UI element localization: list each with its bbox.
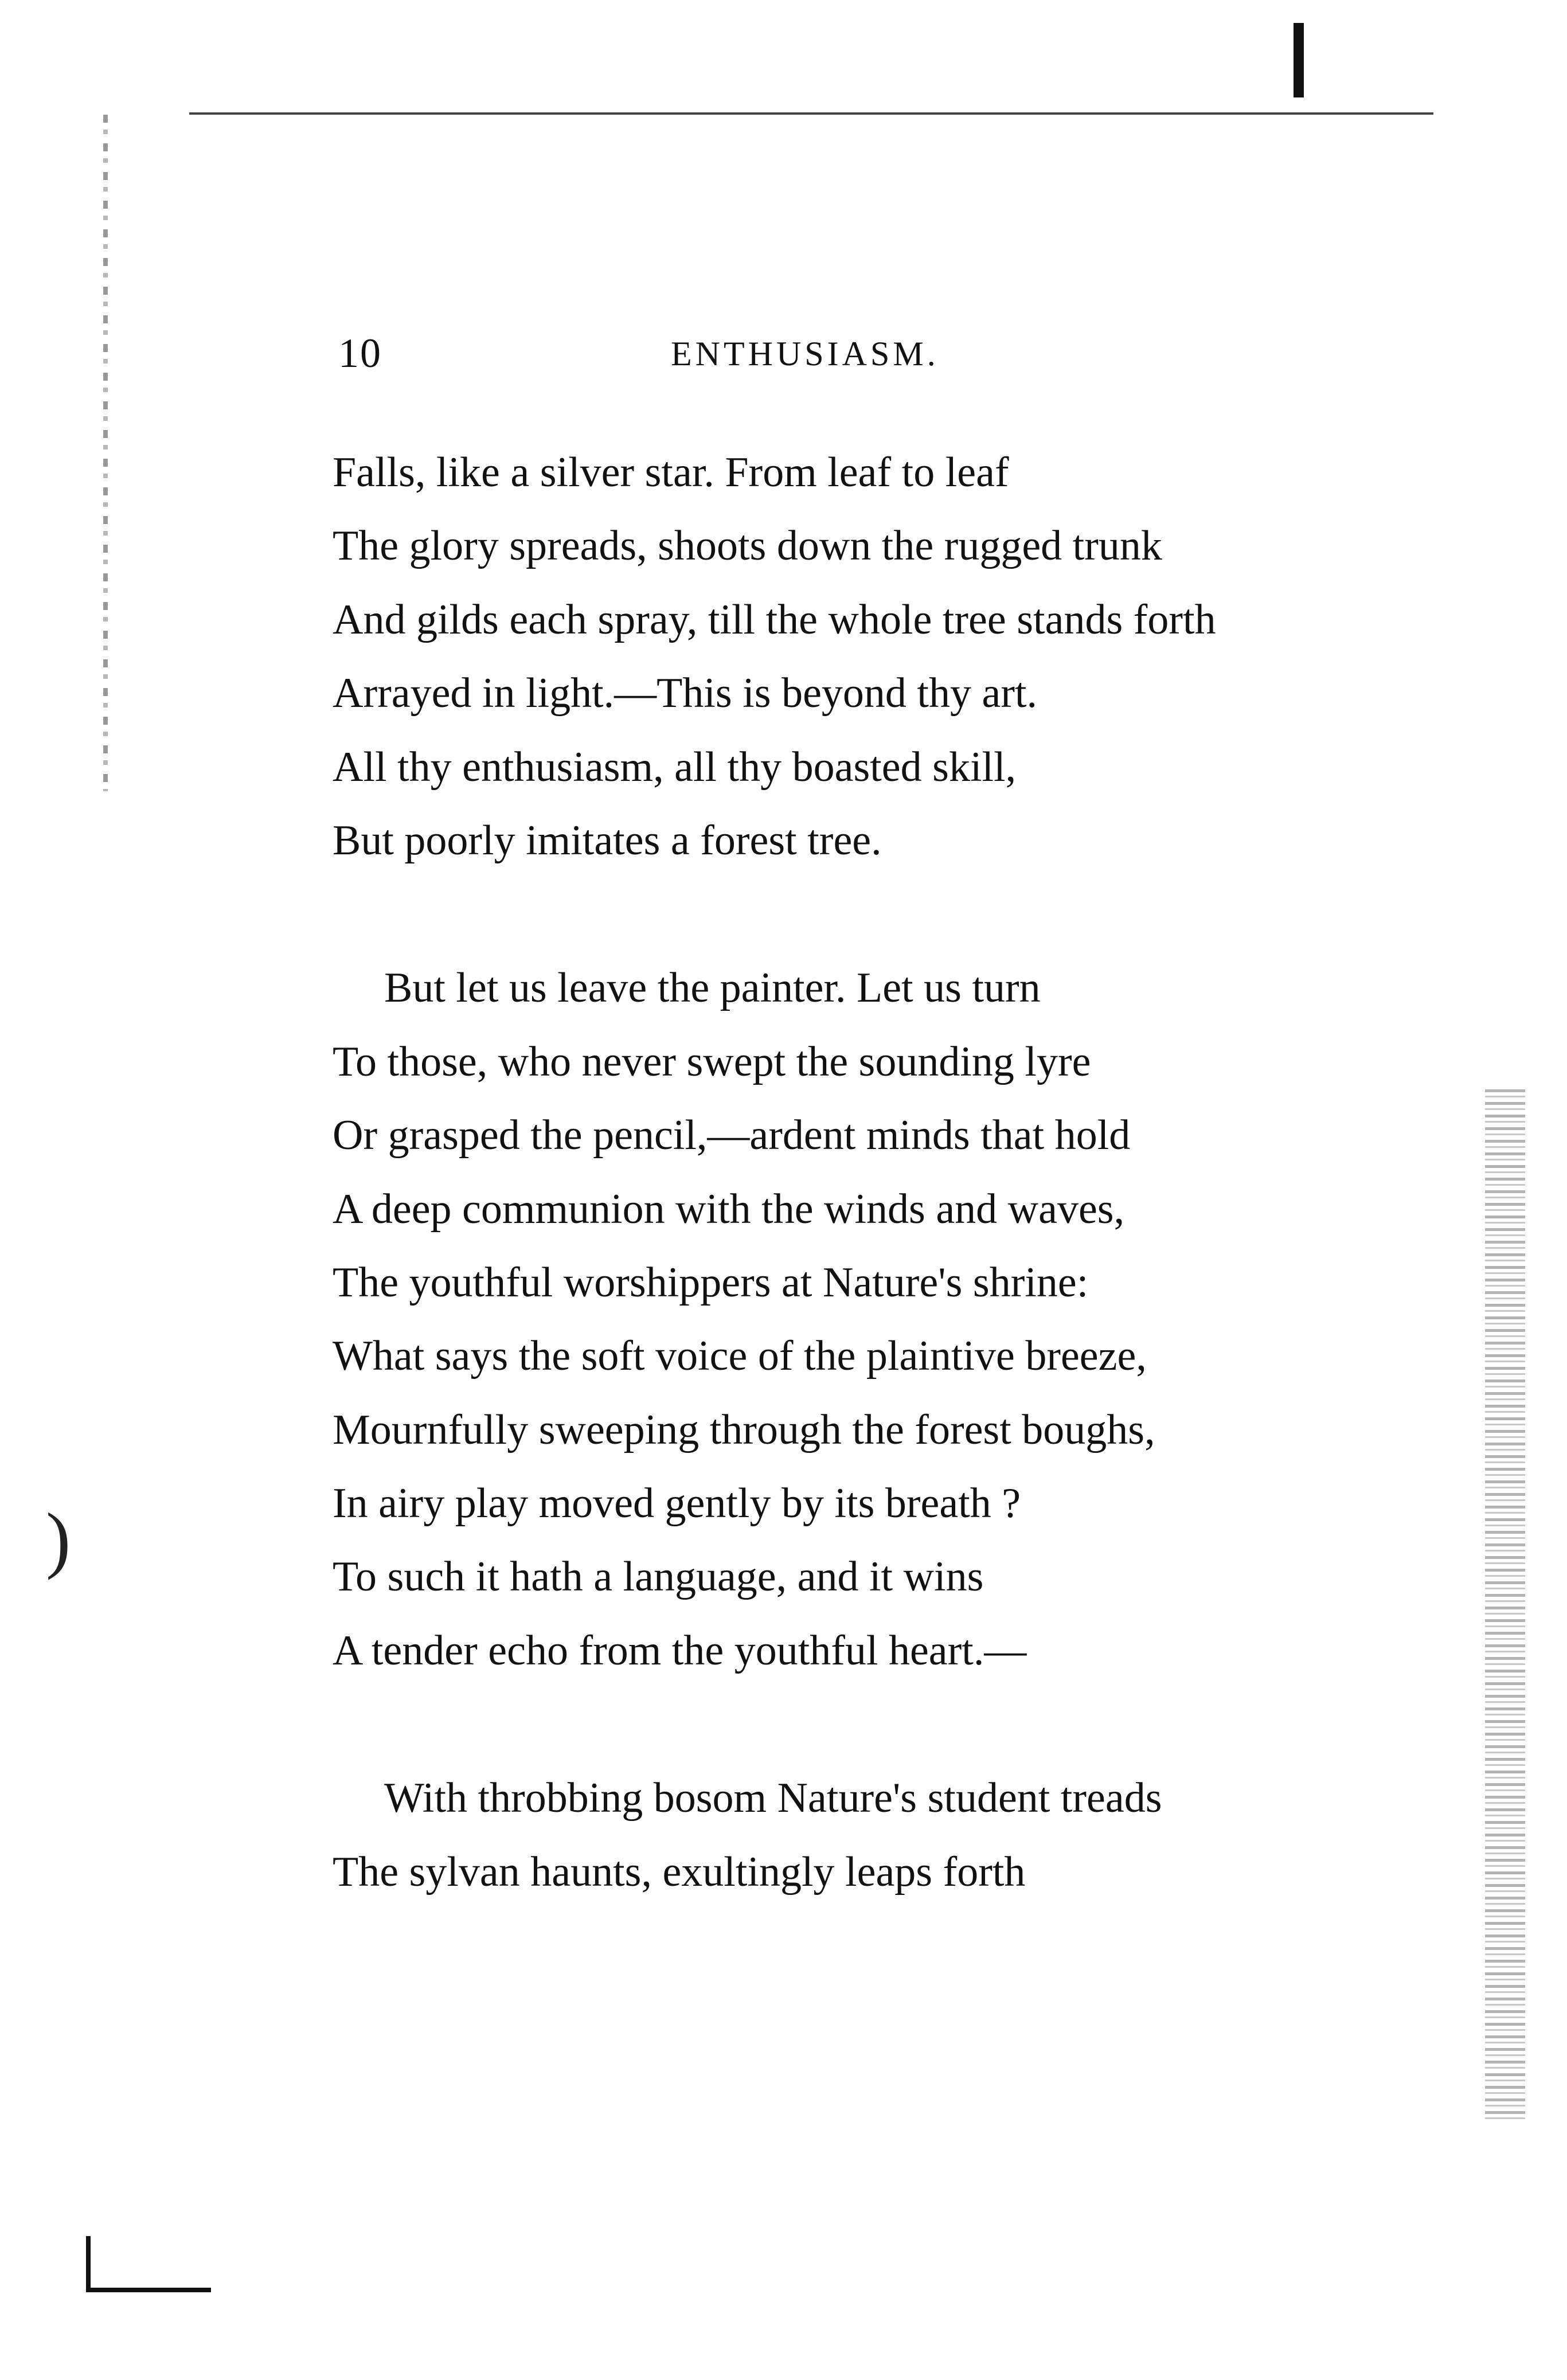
poem-line: But poorly imitates a forest tree.: [333, 816, 882, 864]
poem-line: What says the soft voice of the plaintive breeze,: [333, 1332, 1147, 1380]
poem-line: To such it hath a language, and it wins: [333, 1553, 984, 1601]
stanza-2: [333, 951, 1422, 1687]
poem-body: [333, 436, 1422, 1909]
poem-line: With throbbing bosom Nature's student treads: [384, 1775, 1162, 1822]
scan-artifact-mark: [1294, 23, 1304, 97]
poem-line: All thy enthusiasm, all thy boasted skill,: [333, 743, 1017, 791]
poem-line: And gilds each spray, till the whole tree stands forth: [333, 596, 1216, 643]
scan-artifact-corner: [86, 2236, 211, 2292]
running-title: ENTHUSIASM.: [671, 335, 939, 373]
stanza-3: [333, 1761, 1422, 1909]
page-number: 10: [338, 330, 382, 376]
scan-artifact-bracket: ): [46, 1498, 71, 1581]
poem-line: Arrayed in light.—This is beyond thy art.: [333, 670, 1038, 717]
poem-line: The glory spreads, shoots down the rugged trunk: [333, 522, 1162, 570]
poem-line: The youthful worshippers at Nature's shrine:: [333, 1259, 1089, 1306]
scan-artifact-right-edge: [1485, 1089, 1525, 2121]
poem-line: Falls, like a silver star. From leaf to leaf: [333, 449, 1009, 496]
running-head: [338, 330, 998, 393]
poem-line: The sylvan haunts, exultingly leaps forth: [333, 1848, 1026, 1896]
poem-line: Mournfully sweeping through the forest boughs,: [333, 1406, 1155, 1453]
poem-line: To those, who never swept the sounding lyre: [333, 1038, 1091, 1085]
scan-artifact-left-edge: [103, 115, 108, 791]
poem-line: A deep communion with the winds and waves,: [333, 1185, 1125, 1233]
poem-line: In airy play moved gently by its breath ?: [333, 1480, 1021, 1527]
poem-line: Or grasped the pencil,—ardent minds that hold: [333, 1112, 1131, 1159]
poem-line: But let us leave the painter. Let us turn: [384, 964, 1041, 1012]
stanza-1: [333, 436, 1422, 877]
top-rule: [189, 112, 1433, 115]
poem-line: A tender echo from the youthful heart.—: [333, 1627, 1027, 1674]
